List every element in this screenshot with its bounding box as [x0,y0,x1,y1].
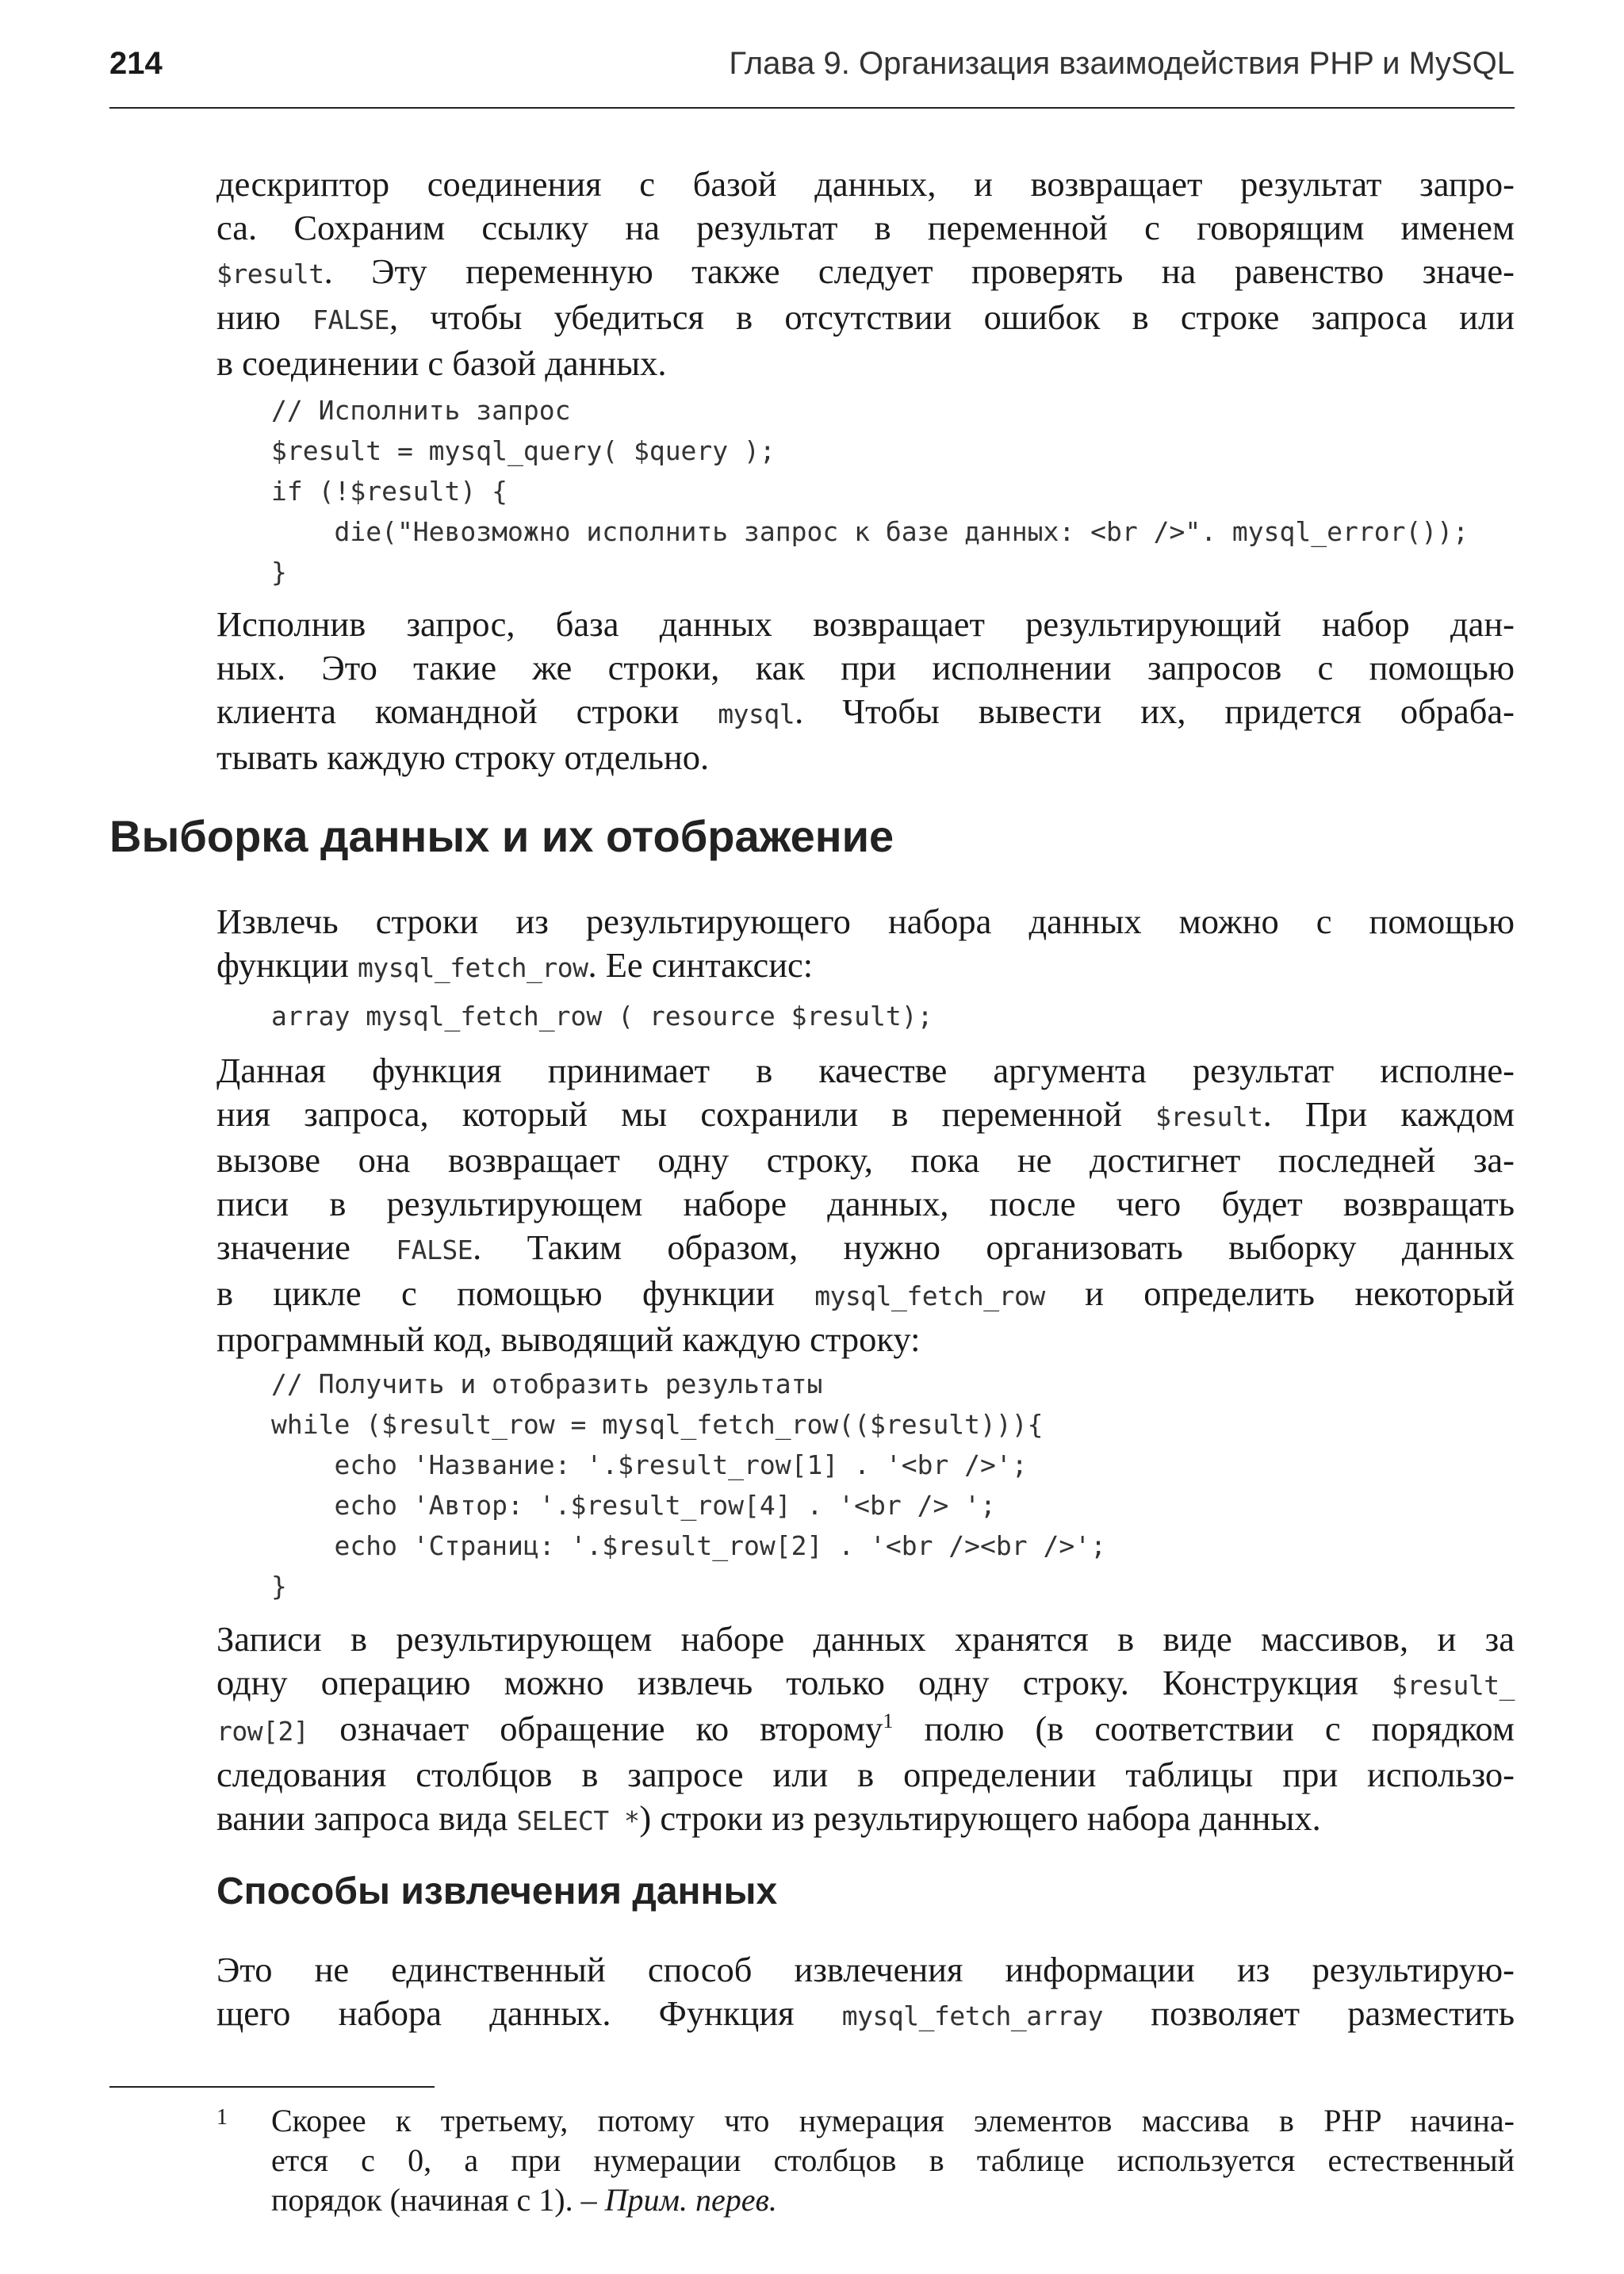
inline-code: $result [216,258,324,289]
text-line [216,690,1515,736]
text-line: писи в результирующем наборе данных, после чего будет возвращать [216,1184,1515,1223]
inline-code: mysql_fetch_row [357,952,588,983]
text-line [216,1093,1515,1139]
footnote-text [271,2101,1515,2220]
text-line [216,250,1515,296]
text-run: одну операцию можно извлечь только одну строку. Конструкция [216,1663,1392,1702]
text-line: программный код, выводящий каждую строку: [216,1319,921,1359]
text-line [216,944,1515,990]
text-line [216,1272,1515,1318]
text-run: . Ее синтаксис: [588,945,814,985]
text-line: Извлечь строки из результирующего набора данных можно с помощью [216,902,1515,941]
code-line: if (!$result) { [271,476,508,507]
text-run: нию [216,297,313,337]
inline-code: mysql_fetch_array [841,2000,1104,2031]
paragraph-3 [216,900,1515,990]
inline-code: $result_ [1392,1670,1515,1701]
inline-code: FALSE [312,304,389,335]
inline-code: mysql [718,699,795,729]
running-head [109,46,1515,94]
paragraph-1 [216,163,1515,385]
code-line: $result = mysql_query( $query ); [271,435,776,466]
text-run: щего набора данных. Функция [216,1993,842,2033]
text-line [216,1707,1515,1753]
page-number: 214 [109,46,163,81]
code-line: echo 'Название: '.$result_row[1] . '<br />'; [271,1449,1028,1480]
text-run: означает обращение ко второму [308,1709,883,1748]
text-run: позволяет разместить [1103,1993,1515,2033]
text-line: следования столбцов в запросе или в определении таблицы при использо- [216,1755,1515,1794]
paragraph-2 [216,603,1515,779]
code-line: echo 'Автор: '.$result_row[4] . '<br /> '; [271,1490,996,1521]
text-line: в соединении с базой данных. [216,343,667,383]
text-run: ния запроса, который мы сохранили в переменной [216,1094,1156,1134]
text-run: . Эту переменную также следует проверять на равенство значе- [324,251,1515,291]
text-line: са. Сохраним ссылку на результат в переменной с говорящим именем [216,208,1515,247]
text-line: Записи в результирующем наборе данных хранятся в виде массивов, и за [216,1619,1515,1659]
text-line: Это не единственный способ извлечения информации из результирую- [216,1950,1515,1989]
text-run: функции [216,945,358,985]
text-line: вызове она возвращает одну строку, пока не достигнет последней за- [216,1140,1515,1180]
translator-note: Прим. перев. [604,2182,777,2218]
text-line [216,1661,1515,1707]
paragraph-4 [216,1049,1515,1361]
footnote-number: 1 [216,2105,228,2130]
section-heading: Выборка данных и их отображение [109,811,894,861]
text-run: и определить некоторый [1044,1273,1515,1313]
subsection-heading: Способы извлечения данных [216,1870,778,1912]
text-run: значение [216,1227,396,1267]
code-block-syntax [271,996,933,1036]
code-line: while ($result_row = mysql_fetch_row(($result))){ [271,1409,1044,1440]
paragraph-5 [216,1617,1515,1843]
text-run: клиента командной строки [216,691,718,731]
text-run: вании запроса вида [216,1798,517,1838]
text-line [216,1797,1515,1843]
text-run: в цикле с помощью функции [216,1273,815,1313]
text-line: Данная функция принимает в качестве аргумента результат исполне- [216,1051,1515,1090]
header-rule [109,107,1515,109]
text-line: дескриптор соединения с базой данных, и возвращает результат запро- [216,164,1515,204]
text-line: Скорее к третьему, потому что нумерация элементов массива в PHP начина- [271,2103,1515,2138]
text-line: Исполнив запрос, база данных возвращает результирующий набор дан- [216,604,1515,644]
code-line: echo 'Страниц: '.$result_row[2] . '<br /><br />'; [271,1530,1106,1561]
text-line [216,296,1515,342]
code-line: // Получить и отобразить результаты [271,1369,823,1399]
inline-code: mysql_fetch_row [814,1281,1045,1311]
code-line: array mysql_fetch_row ( resource $result); [271,1001,933,1032]
text-line [216,1992,1515,2038]
text-run: . Таким образом, нужно организовать выборку данных [473,1227,1515,1267]
inline-code: FALSE [396,1235,473,1265]
code-line: // Исполнить запрос [271,395,571,426]
inline-code: row[2] [216,1716,309,1747]
text-run: порядок (начиная с 1). – [271,2182,605,2218]
inline-code: $result [1155,1101,1263,1132]
code-block-query [271,390,1469,592]
text-run: ) строки из результирующего набора данных. [639,1798,1321,1838]
footnote-reference[interactable]: 1 [883,1709,894,1733]
chapter-title: Глава 9. Организация взаимодействия PHP и MySQL [729,46,1515,81]
text-line [216,1226,1515,1272]
text-line [271,2180,1515,2220]
code-line: } [271,557,287,588]
code-line: } [271,1571,287,1602]
footnote-rule [109,2086,435,2088]
text-line: тывать каждую строку отдельно. [216,737,710,777]
code-line: die("Невозможно исполнить запрос к базе данных: <br />". mysql_error()); [271,516,1469,547]
text-run: . При каждом [1262,1094,1515,1134]
text-line: ных. Это такие же строки, как при исполнении запросов с помощью [216,648,1515,687]
text-run: , чтобы убедиться в отсутствии ошибок в строке запроса или [389,297,1515,337]
inline-code: SELECT * [516,1805,640,1836]
text-run: полю (в соответствии с порядком [893,1709,1515,1748]
text-run: . Чтобы вывести их, придется обраба- [795,691,1515,731]
code-block-loop [271,1364,1106,1606]
text-line: ется с 0, а при нумерации столбцов в таблице используется естественный [271,2142,1515,2178]
paragraph-6 [216,1948,1515,2038]
